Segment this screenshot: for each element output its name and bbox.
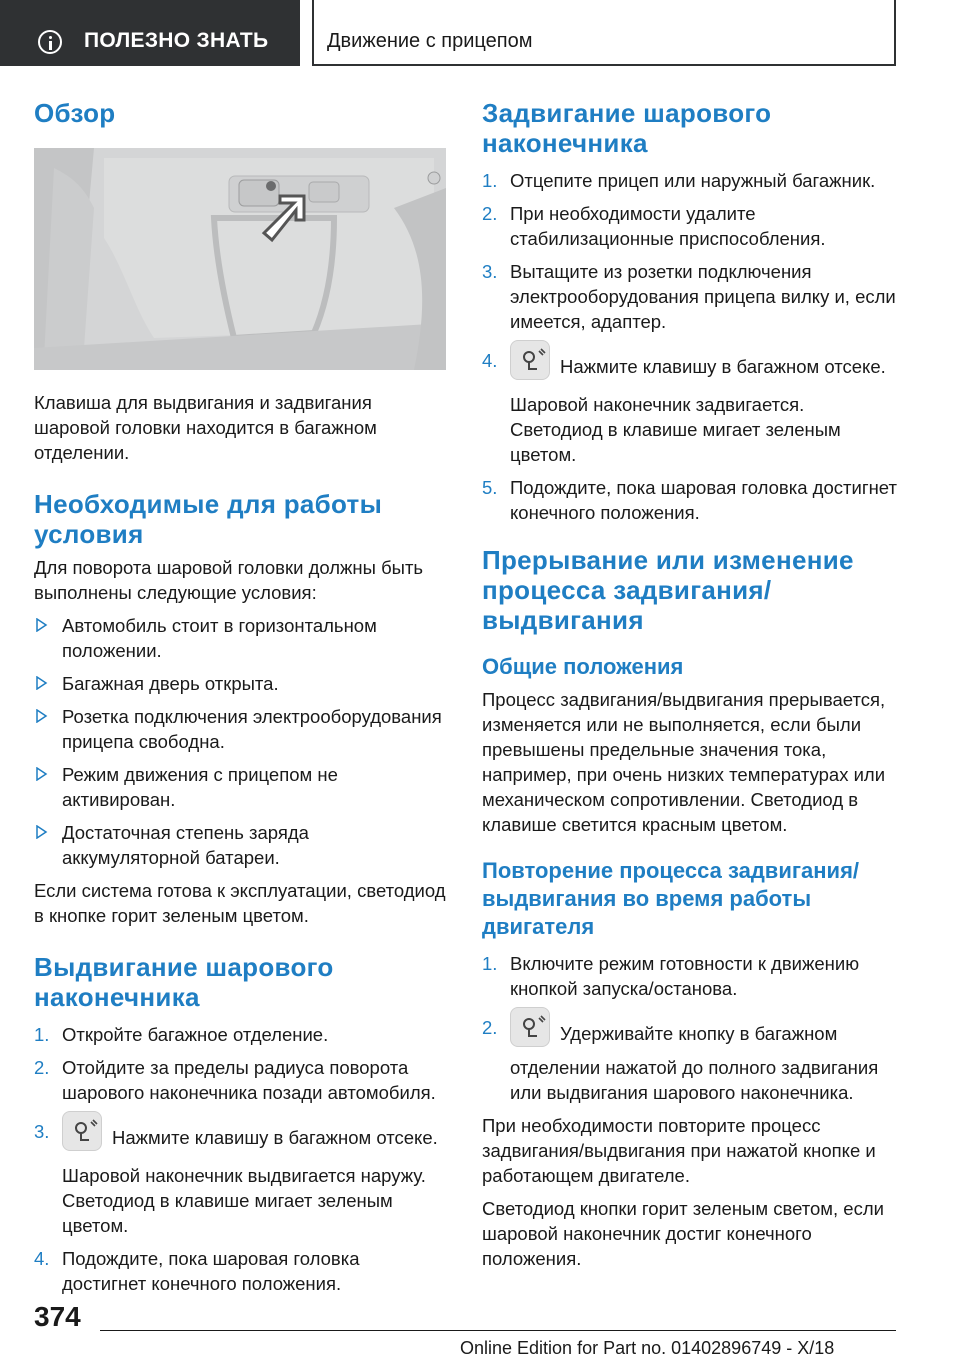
list-item: 1. Откройте багажное отделение.	[34, 1024, 329, 1045]
retract-heading: Задвигание шарового наконечника	[482, 98, 772, 158]
extend-heading: Выдвигание шарового наконечника	[34, 952, 334, 1012]
footer-edition: Online Edition for Part no. 01402896749 - X/18	[460, 1338, 835, 1358]
right-column	[482, 98, 902, 1271]
conditions-heading: Необходимые для работы условия	[34, 489, 383, 549]
list-item: Автомобиль стоит в горизонтальном положении.	[34, 613, 446, 663]
list-item: 5. Подождите, пока шаровая головка достигнет конечного положения.	[482, 477, 897, 523]
list-item: 2. При необходимости удалите стабилизационные приспособления.	[482, 203, 826, 249]
triangle-bullet-icon	[34, 767, 48, 781]
list-item: Багажная дверь открыта.	[34, 671, 446, 696]
list-item: 1. Включите режим готовности к движению кнопкой запуска/останова.	[482, 953, 860, 999]
trunk-illustration	[34, 148, 446, 370]
trailer-hitch-button-icon	[62, 1111, 102, 1151]
triangle-bullet-icon	[34, 676, 48, 690]
overview-heading: Обзор	[34, 98, 116, 128]
list-item: 3. Нажмите клавишу в багажном отсеке. Шаровой наконечник выдвигается наружу. Светодиод в клавише мигает зеленым цветом.	[34, 1119, 446, 1238]
repeat-steps	[482, 951, 902, 1105]
list-item: Режим движения с прицепом не активирован.	[34, 762, 446, 812]
header-section-label: ПОЛЕЗНО ЗНАТЬ	[84, 29, 269, 52]
list-item: 1. Отцепите прицеп или наружный багажник.	[482, 170, 876, 191]
chapter-title: Движение с прицепом	[327, 30, 533, 52]
list-item: Розетка подключения электрооборудования прицепа свободна.	[34, 704, 446, 754]
repeat-para-2: Светодиод кнопки горит зеленым светом, если шаровой наконечник достиг конечного положения.	[482, 1198, 884, 1269]
header-chapter-box	[312, 0, 896, 66]
trunk-button-photo	[34, 148, 446, 370]
trailer-hitch-button-icon	[510, 1007, 550, 1047]
interrupt-heading: Прерывание или изменение процесса задвигания/выдвигания	[482, 545, 854, 635]
triangle-bullet-icon	[34, 709, 48, 723]
page-number: 374	[34, 1301, 81, 1332]
extend-steps	[34, 1022, 446, 1296]
list-item: 2. Удерживайте кнопку в багажном отделении нажатой до полного задвигания или выдвигания шарового наконечника.	[482, 1015, 902, 1105]
info-icon	[38, 30, 62, 54]
footer-divider	[100, 1330, 896, 1331]
list-item: 4. Подождите, пока шаровая головка достигнет конечного положения.	[34, 1248, 360, 1294]
triangle-bullet-icon	[34, 618, 48, 632]
header-section-tab	[0, 0, 300, 66]
list-item: 2. Отойдите за пределы радиуса поворота шарового наконечника позади автомобиля.	[34, 1057, 436, 1103]
trailer-hitch-button-icon	[510, 340, 550, 380]
retract-steps	[482, 168, 902, 525]
general-heading: Общие положения	[482, 654, 684, 679]
general-text: Процесс задвигания/выдвигания прерывается, изменяется или не выполняется, если были превышены предельные значения тока, например, при очень низких температурах или механическом сопротивлении. Светодиод в клавише светится красным цветом.	[482, 689, 886, 835]
left-column	[34, 98, 446, 1304]
overview-caption: Клавиша для выдвигания и задвигания шаровой головки находится в багажном отделении.	[34, 392, 377, 463]
list-item: Достаточная степень заряда аккумуляторной батареи.	[34, 820, 446, 870]
repeat-para-1: При необходимости повторите процесс задвигания/выдвигания при нажатой кнопке и работающем двигателе.	[482, 1115, 876, 1186]
conditions-outro: Если система готова к эксплуатации, светодиод в кнопке горит зеленым цветом.	[34, 880, 446, 926]
conditions-list	[34, 613, 446, 870]
list-item: 4. Нажмите клавишу в багажном отсеке. Шаровой наконечник задвигается. Светодиод в клавише мигает зеленым цветом.	[482, 348, 902, 467]
repeat-heading: Повторение процесса задвигания/выдвигания во время работы двигателя	[482, 858, 860, 939]
triangle-bullet-icon	[34, 825, 48, 839]
conditions-intro: Для поворота шаровой головки должны быть выполнены следующие условия:	[34, 557, 424, 603]
list-item: 3. Вытащите из розетки подключения электрооборудования прицепа вилку и, если имеется, адаптер.	[482, 261, 896, 332]
